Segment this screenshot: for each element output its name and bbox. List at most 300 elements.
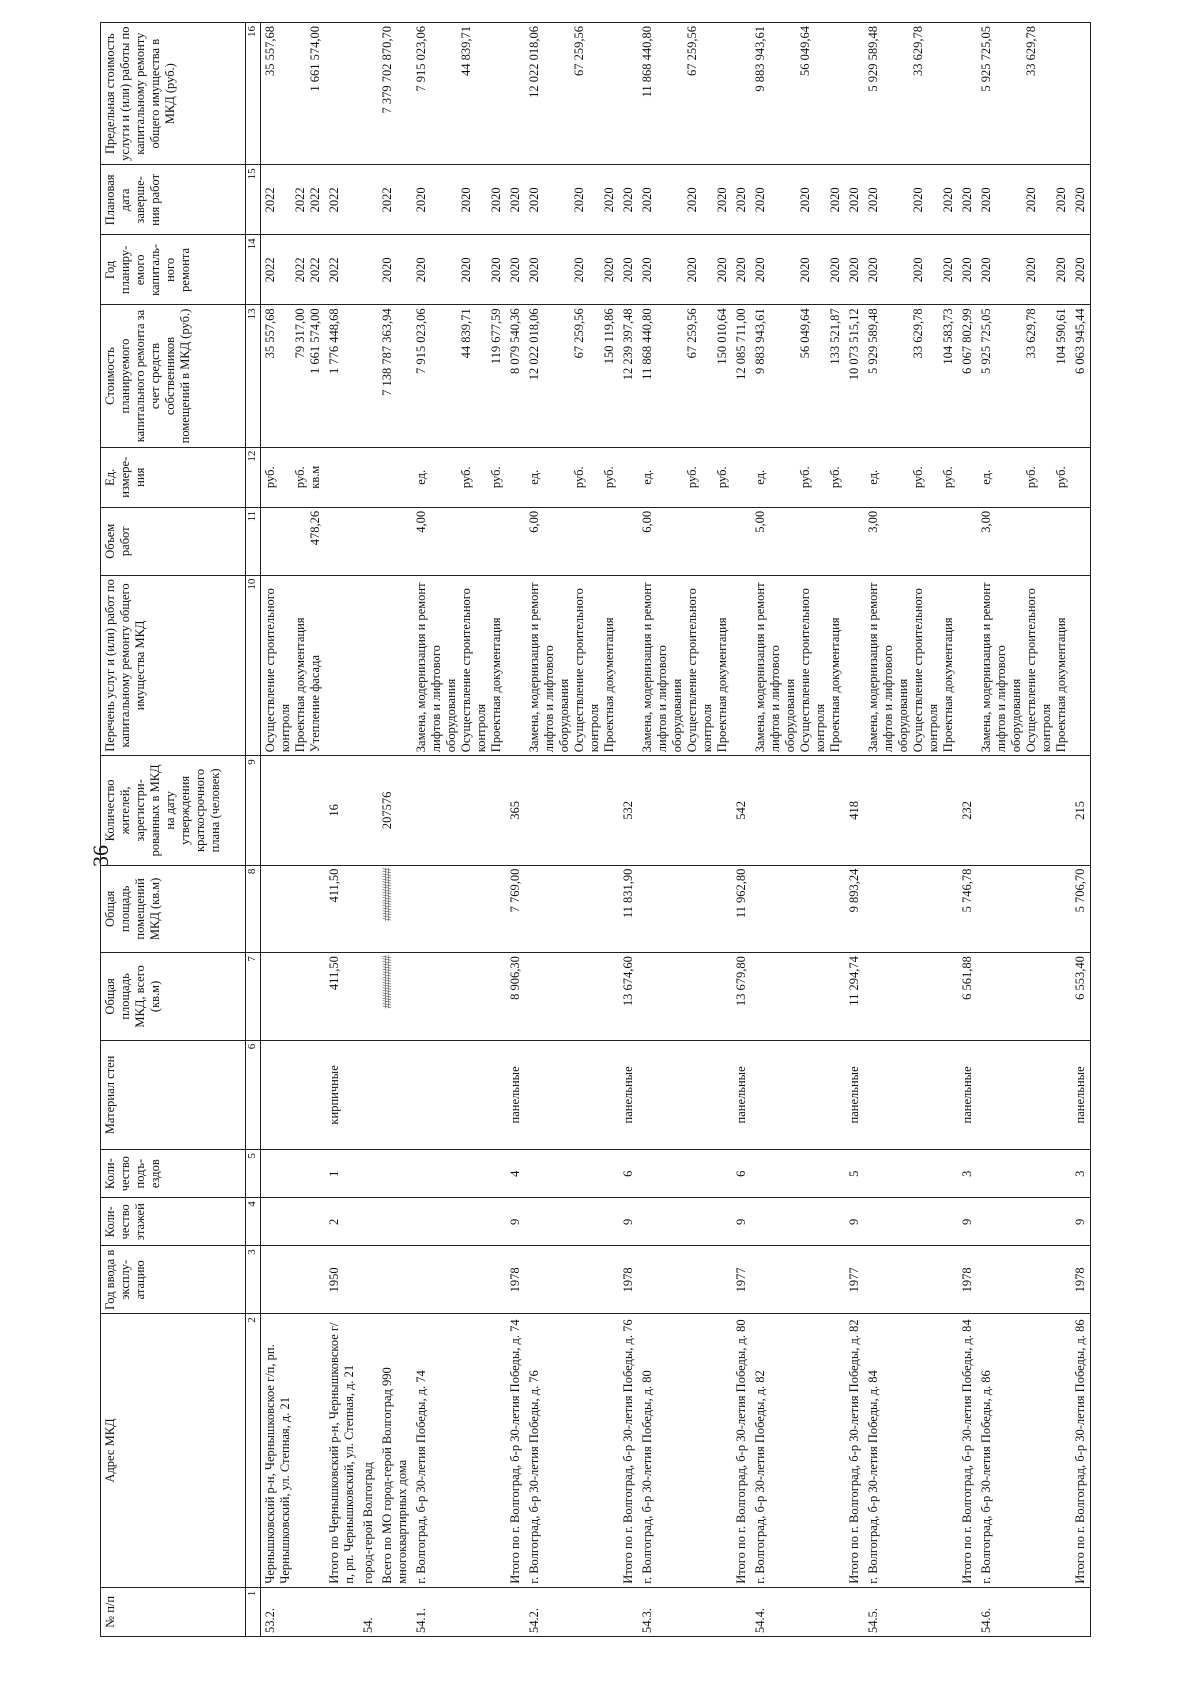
completion-date: [325, 165, 359, 235]
unit: [638, 447, 732, 507]
table-row: [359, 23, 378, 1637]
premises-area: [378, 865, 412, 953]
max-cost: [525, 23, 619, 165]
item-number: [378, 1587, 412, 1636]
max-cost-line: 56 049,64: [798, 26, 812, 76]
works-list-line: Осуществление строительного контроля: [1024, 588, 1053, 753]
address: [732, 1314, 751, 1588]
planned-cost-line: 33 629,78: [1024, 308, 1038, 359]
works-list: [619, 575, 638, 756]
repair-year-line: 2020: [489, 257, 503, 283]
works-list: [638, 575, 732, 756]
work-volume-line: [685, 511, 715, 572]
repair-year: [412, 235, 506, 305]
column-number-row: [246, 23, 261, 1637]
unit: [732, 447, 751, 507]
total-area: [864, 953, 958, 1041]
works-list-line: Проектная документация: [941, 617, 955, 753]
wall-material-text: панельные: [734, 1066, 748, 1124]
work-volume-line: [1054, 511, 1069, 572]
planned-cost-line: 104 590,61: [1054, 308, 1068, 365]
address: [325, 1314, 359, 1588]
capital-repair-table: [100, 22, 1091, 1637]
repair-year-line: 2020: [798, 257, 812, 283]
item-number: [325, 1587, 359, 1636]
premises-area-text: 7 769,00: [508, 868, 522, 913]
max-cost: [325, 23, 359, 165]
completion-date-line: 2020: [734, 187, 748, 213]
planned-cost-line: 56 049,64: [798, 308, 812, 359]
unit-line: руб.: [489, 466, 503, 489]
unit-line: ед.: [753, 469, 767, 485]
unit-line: руб.: [572, 466, 586, 489]
premises-area-text: 411,50: [327, 868, 341, 903]
planned-cost-line: 35 557,68: [263, 308, 277, 359]
residents: [506, 756, 525, 865]
completion-date-line: 2020: [621, 187, 635, 213]
unit-line: ед.: [979, 469, 993, 485]
residents: [958, 756, 977, 865]
work-volume-line: 3,00: [866, 510, 880, 533]
commission-year: [506, 1246, 525, 1314]
completion-date-line: 2020: [1054, 187, 1068, 213]
table-row: [751, 23, 845, 1637]
repair-year-line: 2020: [508, 257, 522, 283]
completion-date-line: 2020: [715, 187, 729, 213]
residents: [325, 756, 359, 865]
planned-cost-line: 133 521,87: [828, 308, 842, 365]
max-cost-line: 67 259,56: [685, 26, 699, 76]
repair-year-line: 2020: [753, 257, 767, 283]
wall-material: [525, 1040, 619, 1149]
completion-date-line: 2020: [828, 187, 842, 213]
commission-year: [977, 1246, 1071, 1314]
planned-cost-line: 10 073 515,12: [847, 308, 861, 381]
total-area-text: ##########: [380, 956, 394, 1009]
max-cost-line: 35 557,68: [263, 26, 277, 76]
planned-cost-line: 12 022 018,06: [527, 308, 541, 381]
unit: [845, 447, 864, 507]
works-list: [359, 575, 378, 756]
column-number: 6: [246, 1040, 261, 1149]
repair-year-line: 2020: [602, 257, 616, 283]
total-area-text: 11 294,74: [847, 956, 861, 1006]
commission-year: [325, 1246, 359, 1314]
item-number-text: 54.4.: [753, 1608, 767, 1633]
planned-cost: [378, 305, 412, 447]
repair-year-line: 2020: [847, 257, 861, 283]
item-number-text: 54.6.: [979, 1608, 993, 1633]
planned-cost-line: 11 868 440,80: [640, 308, 654, 380]
work-volume: [412, 507, 506, 575]
works-list-line: Проектная документация: [602, 617, 616, 753]
total-area: [325, 953, 359, 1041]
column-number: 14: [246, 235, 261, 305]
premises-area-text: 11 962,80: [734, 868, 748, 919]
address-text: Итого по г. Волгоград, б-р 30-летия Победы, д. 76: [621, 1319, 635, 1584]
work-volume-line: 3,00: [979, 510, 993, 533]
total-area: [638, 953, 732, 1041]
address: [378, 1314, 412, 1588]
floors: [525, 1198, 619, 1246]
planned-cost-line: 6 067 802,99: [960, 308, 974, 375]
total-area-text: 13 679,80: [734, 956, 748, 1007]
works-list-line: Осуществление строительного контроля: [459, 588, 488, 753]
commission-year: [638, 1246, 732, 1314]
item-number-text: 54.5.: [866, 1608, 880, 1633]
item-number: [412, 1587, 506, 1636]
completion-date-line: 2020: [911, 187, 925, 213]
unit-line: руб.: [459, 466, 473, 489]
entrances: [732, 1150, 751, 1198]
completion-date-line: 2020: [1073, 187, 1087, 213]
max-cost-line: [327, 26, 342, 161]
total-area: [359, 953, 378, 1041]
floors: [732, 1198, 751, 1246]
column-number: 9: [246, 756, 261, 865]
item-number: [845, 1587, 864, 1636]
work-volume: [958, 507, 977, 575]
repair-year-line: 2020: [459, 257, 473, 283]
max-cost-line: [489, 26, 504, 161]
planned-cost-line: 8 079 540,36: [508, 308, 522, 375]
completion-date: [506, 165, 525, 235]
column-number: 13: [246, 305, 261, 447]
work-volume: [977, 507, 1071, 575]
repair-year: [325, 235, 359, 305]
column-header: Общая площадь помещений МКД (кв.м): [101, 865, 246, 953]
completion-date: [378, 165, 412, 235]
item-number: [864, 1587, 958, 1636]
premises-area: [977, 865, 1071, 953]
works-list-line: Осуществление строительного контроля: [798, 588, 827, 753]
floors-text: 9: [1073, 1218, 1087, 1225]
works-list-line: Проектная документация: [489, 617, 503, 753]
column-number: 1: [246, 1587, 261, 1636]
unit: [751, 447, 845, 507]
completion-date-line: 2020: [459, 187, 473, 213]
entrances: [619, 1150, 638, 1198]
premises-area: [261, 865, 326, 953]
repair-year-line: 2020: [685, 257, 699, 283]
wall-material-text: панельные: [960, 1066, 974, 1124]
address: [359, 1314, 378, 1588]
planned-cost-line: 7 138 787 363,94: [380, 308, 394, 396]
repair-year-line: 2020: [1054, 257, 1068, 283]
item-number-text: 54.3.: [640, 1608, 654, 1633]
works-list-line: Осуществление строительного контроля: [911, 588, 940, 753]
completion-date: [864, 165, 958, 235]
completion-date-line: 2020: [685, 187, 699, 213]
total-area: [506, 953, 525, 1041]
repair-year-line: 2020: [414, 257, 428, 283]
completion-date-line: 2022: [327, 187, 341, 213]
planned-cost-line: 119 677,59: [489, 308, 503, 365]
max-cost: [359, 23, 378, 165]
wall-material: [359, 1040, 378, 1149]
repair-year-line: 2020: [715, 257, 729, 283]
address: [864, 1314, 958, 1588]
work-volume-line: [941, 511, 956, 572]
unit-line: ед.: [527, 469, 541, 485]
residents: [261, 756, 326, 865]
wall-material: [845, 1040, 864, 1149]
planned-cost-line: 67 259,56: [572, 308, 586, 359]
table-header: [101, 23, 261, 1637]
max-cost: [864, 23, 958, 165]
completion-date: [638, 165, 732, 235]
repair-year: [732, 235, 751, 305]
entrances-text: 4: [508, 1170, 522, 1177]
column-header: Коли-чество этажей: [101, 1198, 246, 1246]
works-list-line: Замена, модернизация и ремонт лифтов и лифтового оборудования: [979, 582, 1023, 753]
premises-area: [359, 865, 378, 953]
address: [845, 1314, 864, 1588]
entrances: [412, 1150, 506, 1198]
unit-line: руб.: [828, 466, 842, 489]
wall-material: [751, 1040, 845, 1149]
works-list-line: Замена, модернизация и ремонт лифтов и лифтового оборудования: [527, 582, 571, 753]
total-row: [378, 23, 412, 1637]
item-number: [359, 1587, 378, 1636]
floors: [958, 1198, 977, 1246]
completion-date: [261, 165, 326, 235]
unit: [977, 447, 1071, 507]
work-volume-line: [489, 511, 504, 572]
column-header: Предельная стоимость услуги и (или) работы по капитальному ремонту общего имущества в МКД (руб.): [101, 23, 246, 165]
work-volume: [845, 507, 864, 575]
address: [638, 1314, 732, 1588]
work-volume: [525, 507, 619, 575]
works-list: [525, 575, 619, 756]
address: [412, 1314, 506, 1588]
total-area-text: 6 561,88: [960, 956, 974, 1000]
wall-material: [412, 1040, 506, 1149]
commission-year-text: 1978: [621, 1267, 635, 1293]
wall-material: [958, 1040, 977, 1149]
unit-line: руб.: [1024, 466, 1038, 489]
planned-cost: [325, 305, 359, 447]
column-number: 7: [246, 953, 261, 1041]
repair-year: [619, 235, 638, 305]
residents: [412, 756, 506, 865]
column-header: Год ввода в эксплу-атацию: [101, 1246, 246, 1314]
completion-date: [732, 165, 751, 235]
work-volume-line: [602, 511, 617, 572]
completion-date-line: 2020: [960, 187, 974, 213]
repair-year-line: 2022: [293, 257, 307, 283]
table-row: [261, 23, 326, 1637]
work-volume-line: 5,00: [753, 510, 767, 533]
column-number: 11: [246, 507, 261, 575]
commission-year: [619, 1246, 638, 1314]
item-number: [732, 1587, 751, 1636]
residents-text: 232: [960, 801, 974, 820]
unit-line: ед.: [640, 469, 654, 485]
completion-date: [412, 165, 506, 235]
commission-year: [864, 1246, 958, 1314]
max-cost-line: 7 915 023,06: [414, 26, 428, 92]
address-text: город-герой Волгоград: [361, 1462, 375, 1584]
residents: [1071, 756, 1091, 865]
repair-year: [506, 235, 525, 305]
repair-year: [751, 235, 845, 305]
planned-cost-line: 7 915 023,06: [414, 308, 428, 375]
column-header: Перечень услуг и (или) работ по капитальному ремонту общего имущества МКД: [101, 575, 246, 756]
max-cost: [506, 23, 525, 165]
address-text: Итого по г. Волгоград, б-р 30-летия Победы, д. 74: [508, 1319, 522, 1584]
planned-cost: [958, 305, 977, 447]
commission-year-text: 1977: [734, 1267, 748, 1293]
residents-text: 418: [847, 801, 861, 820]
floors: [638, 1198, 732, 1246]
works-list: [506, 575, 525, 756]
floors: [325, 1198, 359, 1246]
work-volume-line: [715, 511, 730, 572]
column-header: Ед. измере-ния: [101, 447, 246, 507]
max-cost-line: [960, 26, 975, 161]
planned-cost-line: 150 010,64: [715, 308, 729, 365]
wall-material: [261, 1040, 326, 1149]
residents: [864, 756, 958, 865]
address-text: г. Волгоград, б-р 30-летия Победы, д. 86: [979, 1370, 993, 1584]
works-list-line: Осуществление строительного контроля: [263, 588, 292, 753]
work-volume: [751, 507, 845, 575]
premises-area: [325, 865, 359, 953]
max-cost: [977, 23, 1071, 165]
total-row: [845, 23, 864, 1637]
unit: [506, 447, 525, 507]
works-list-line: Проектная документация: [715, 617, 729, 753]
unit-line: руб.: [941, 466, 955, 489]
entrances-text: 3: [1073, 1170, 1087, 1177]
floors-text: 9: [508, 1218, 522, 1225]
item-number-text: 54.2.: [527, 1608, 541, 1633]
max-cost-line: [1054, 26, 1069, 161]
unit-line: руб.: [715, 466, 729, 489]
residents: [619, 756, 638, 865]
repair-year-line: 2022: [263, 257, 277, 283]
entrances-text: 1: [327, 1170, 341, 1177]
unit-line: руб.: [798, 466, 812, 489]
total-area-text: 411,50: [327, 956, 341, 991]
commission-year: [261, 1246, 326, 1314]
max-cost: [412, 23, 506, 165]
completion-date: [958, 165, 977, 235]
completion-date: [359, 165, 378, 235]
total-row: [1071, 23, 1091, 1637]
max-cost-line: 7 379 702 870,70: [380, 26, 394, 114]
repair-year-line: 2020: [979, 257, 993, 283]
repair-year: [864, 235, 958, 305]
max-cost-line: [621, 26, 636, 161]
planned-cost-line: 9 883 943,61: [753, 308, 767, 375]
unit-line: ед.: [414, 469, 428, 485]
max-cost-line: 5 925 725,05: [979, 26, 993, 92]
planned-cost-line: 104 583,73: [941, 308, 955, 365]
column-number: 8: [246, 865, 261, 953]
total-area: [1071, 953, 1091, 1041]
address: [1071, 1314, 1091, 1588]
premises-area: [732, 865, 751, 953]
max-cost: [751, 23, 845, 165]
residents-text: 16: [327, 804, 341, 817]
wall-material: [1071, 1040, 1091, 1149]
work-volume-line: 4,00: [414, 510, 428, 533]
premises-area-text: 5 706,70: [1073, 868, 1087, 913]
work-volume-line: [459, 511, 489, 572]
completion-date-line: 2020: [1024, 187, 1038, 213]
planned-cost-line: 44 839,71: [459, 308, 473, 359]
item-number: [1071, 1587, 1091, 1636]
planned-cost: [261, 305, 326, 447]
completion-date-line: 2020: [414, 187, 428, 213]
residents: [845, 756, 864, 865]
repair-year: [359, 235, 378, 305]
commission-year: [1071, 1246, 1091, 1314]
residents: [751, 756, 845, 865]
floors-text: 2: [327, 1218, 341, 1225]
repair-year-line: 2020: [621, 257, 635, 283]
works-list: [261, 575, 326, 756]
works-list-line: Замена, модернизация и ремонт лифтов и лифтового оборудования: [866, 582, 910, 753]
commission-year-text: 1978: [508, 1267, 522, 1293]
completion-date-line: 2020: [866, 187, 880, 213]
max-cost-line: 44 839,71: [459, 26, 473, 76]
max-cost: [732, 23, 751, 165]
works-list-line: Утепление фасада: [308, 655, 322, 753]
repair-year-line: 2020: [866, 257, 880, 283]
item-number-text: 53.2.: [263, 1608, 277, 1633]
commission-year: [732, 1246, 751, 1314]
entrances: [751, 1150, 845, 1198]
column-number: 4: [246, 1198, 261, 1246]
max-cost: [958, 23, 977, 165]
max-cost: [638, 23, 732, 165]
entrances: [958, 1150, 977, 1198]
wall-material: [506, 1040, 525, 1149]
work-volume-line: [263, 511, 293, 572]
commission-year-text: 1978: [1073, 1267, 1087, 1293]
work-volume: [619, 507, 638, 575]
entrances: [525, 1150, 619, 1198]
max-cost-line: 12 022 018,06: [527, 26, 541, 98]
total-area: [732, 953, 751, 1041]
works-list-line: Проектная документация: [828, 617, 842, 753]
max-cost-line: [602, 26, 617, 161]
total-area-text: 6 553,40: [1073, 956, 1087, 1000]
premises-area: [412, 865, 506, 953]
entrances: [359, 1150, 378, 1198]
repair-year-line: 2020: [572, 257, 586, 283]
unit: [261, 447, 326, 507]
completion-date-line: 2020: [527, 187, 541, 213]
repair-year: [378, 235, 412, 305]
work-volume: [638, 507, 732, 575]
address: [751, 1314, 845, 1588]
work-volume-line: [911, 511, 941, 572]
table-row: [638, 23, 732, 1637]
work-volume: [359, 507, 378, 575]
max-cost-line: 67 259,56: [572, 26, 586, 76]
commission-year: [378, 1246, 412, 1314]
entrances: [638, 1150, 732, 1198]
max-cost-line: [293, 26, 308, 161]
item-number: [638, 1587, 732, 1636]
table-row: [864, 23, 958, 1637]
commission-year-text: 1978: [960, 1267, 974, 1293]
residents: [732, 756, 751, 865]
